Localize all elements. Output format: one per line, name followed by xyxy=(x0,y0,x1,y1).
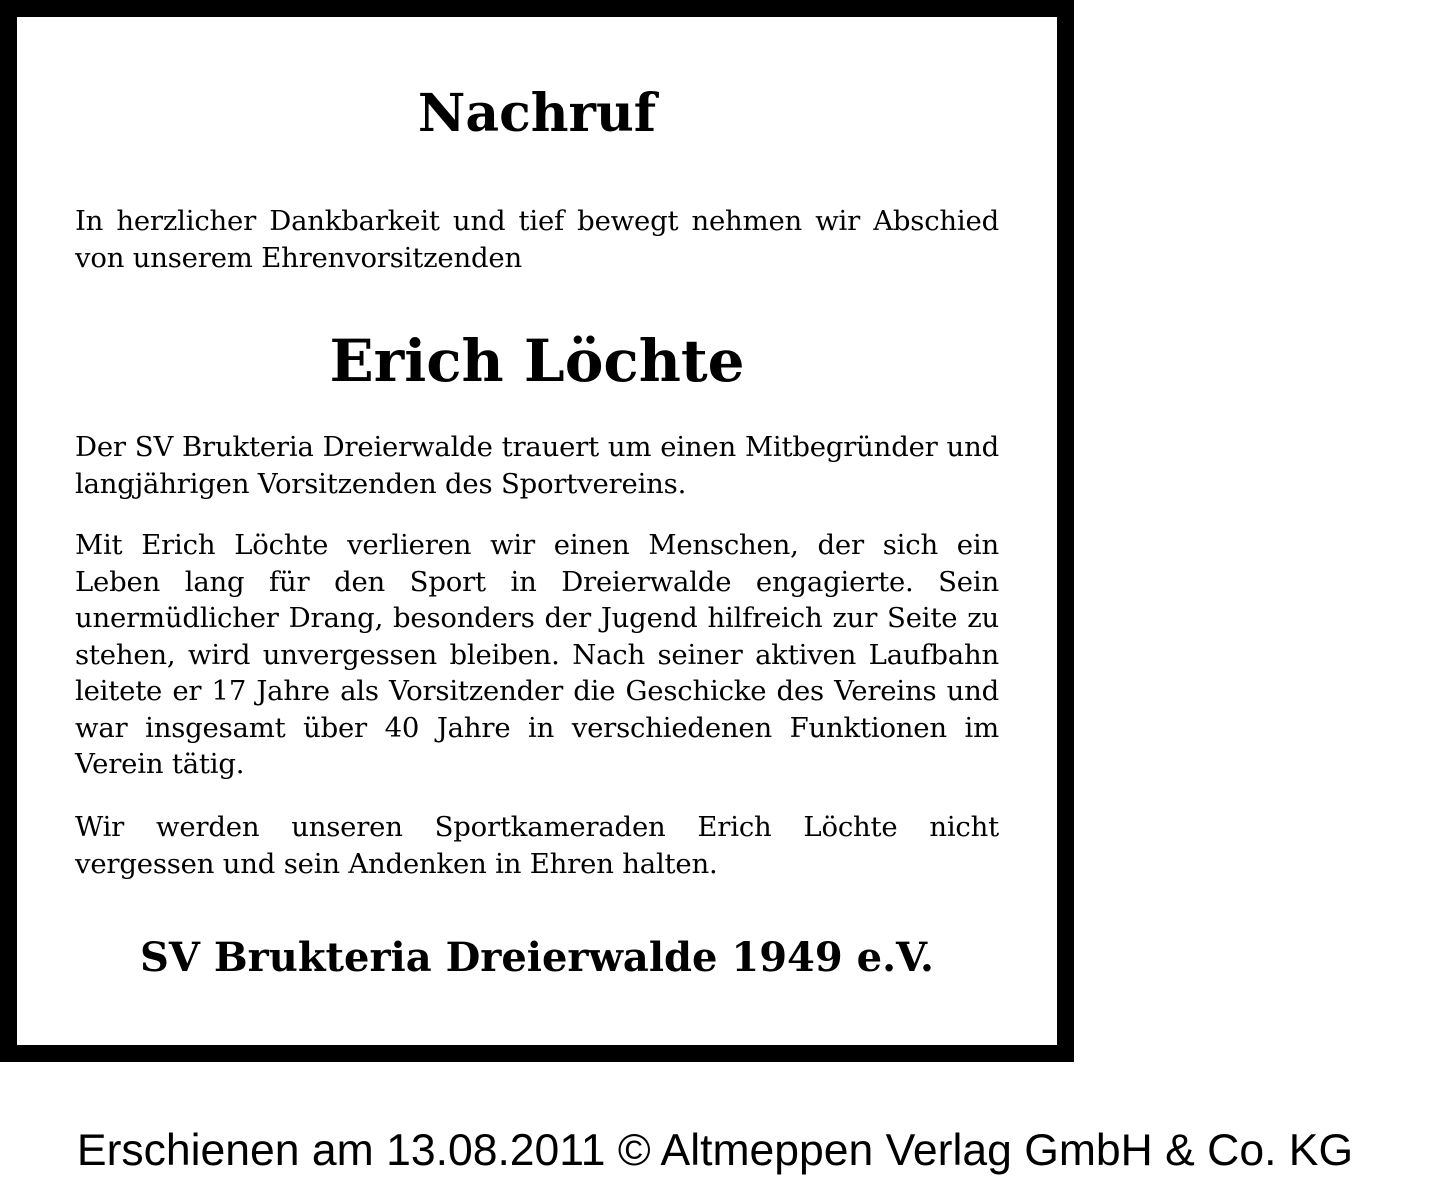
publication-footer: Erschienen am 13.08.2011 © Altmeppen Verlag GmbH & Co. KG xyxy=(76,1126,1354,1175)
paragraph-biography: Mit Erich Löchte verlieren wir einen Menschen, der sich ein Leben lang für den Sport in Dreierwalde engagierte. Sein unermüdlicher Drang, besonders der Jugend hilfreich zur Seite zu stehen, wird unvergessen bleiben. Nach seiner aktiven Laufbahn leitete er 17 Jahre als Vorsitzender die Geschicke des Vereins und war insgesamt über 40 Jahre in verschiedenen Funktionen im Verein tätig. xyxy=(75,529,999,780)
deceased-name: Erich Löchte xyxy=(329,327,745,395)
paragraph-club-mourns: Der SV Brukteria Dreierwalde trauert um einen Mitbegründer und langjährigen Vorsitzenden des Sportvereins. xyxy=(75,431,999,500)
notice-heading: Nachruf xyxy=(417,83,657,144)
paragraph-remembrance: Wir werden unseren Sportkameraden Erich Löchte nicht vergessen und sein Andenken in Ehren halten. xyxy=(75,811,999,880)
intro-text: In herzlicher Dankbarkeit und tief bewegt nehmen wir Abschied von unserem Ehrenvorsitzenden xyxy=(75,205,999,274)
club-signature: SV Brukteria Dreierwalde 1949 e.V. xyxy=(140,934,934,981)
